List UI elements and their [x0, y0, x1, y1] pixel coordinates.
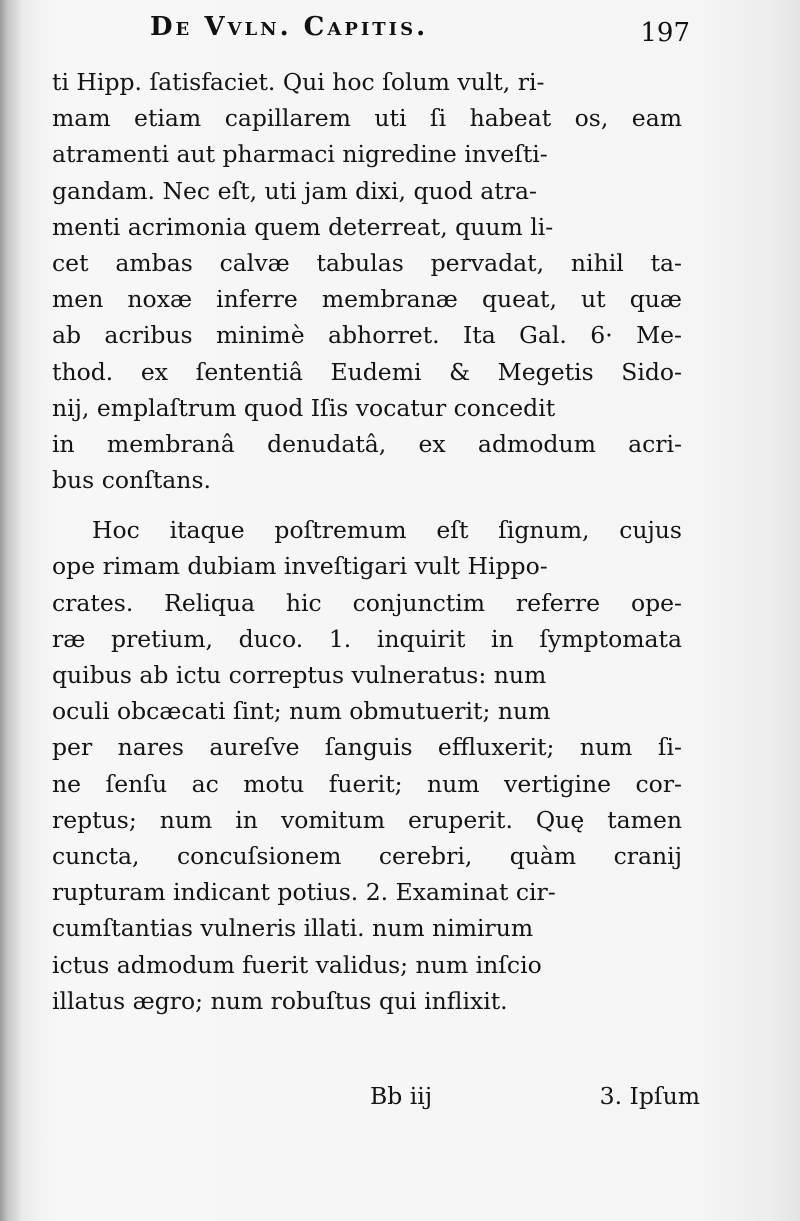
text-line: menti acrimonia quem deterreat, quum li- — [52, 212, 554, 241]
text-line: crates. Reliqua hic conjunctim referre ope- — [52, 588, 682, 617]
paragraph-2 — [52, 512, 682, 1019]
page-header — [150, 12, 690, 52]
running-head: De Vvln. Capitis. — [150, 12, 429, 42]
text-line: illatus ægro; num robuſtus qui inflixit. — [52, 986, 508, 1015]
text-line: ictus admodum fuerit validus; num inſcio — [52, 950, 542, 979]
text-line: ope rimam dubiam inveſtigari vult Hippo- — [52, 552, 548, 581]
signature-mark: Bb iij — [370, 1082, 433, 1110]
text-line: cumſtantias vulneris illati. num nimirum — [52, 914, 534, 943]
page-footer — [370, 1082, 700, 1122]
text-line: ti Hipp. ſatisfaciet. Qui hoc ſolum vult, ri- — [52, 68, 545, 96]
gutter-shadow — [0, 0, 22, 1221]
page-number: 197 — [640, 18, 690, 48]
text-line: cuncta, concuſsionem cerebri, quàm cranij — [52, 841, 682, 870]
text-line: bus conſtans. — [52, 466, 211, 495]
text-line: thod. ex ſententiâ Eudemi & Megetis Sido- — [52, 357, 682, 386]
text-line: per nares aureſve ſanguis effluxerit; num ſi- — [52, 733, 682, 762]
body-text — [52, 64, 682, 1019]
text-line: men noxæ inferre membranæ queat, ut quæ — [52, 285, 682, 314]
catchword: 3. Ipſum — [599, 1082, 700, 1110]
text-line: ræ pretium, duco. 1. inquirit in ſymptomata — [52, 624, 682, 653]
text-line: mam etiam capillarem uti ſi habeat os, eam — [52, 104, 682, 133]
text-line: reptus; num in vomitum eruperit. Quę tamen — [52, 805, 682, 834]
text-line: Hoc itaque poſtremum eſt ſignum, cujus — [92, 516, 682, 545]
text-line: gandam. Nec eſt, uti jam dixi, quod atra- — [52, 176, 537, 205]
text-line: oculi obcæcati ſint; num obmutuerit; num — [52, 697, 551, 726]
text-line: nij, emplaſtrum quod Iſis vocatur concedit — [52, 393, 556, 422]
text-line: ne ſenſu ac motu fuerit; num vertigine cor- — [52, 769, 682, 798]
text-line: atramenti aut pharmaci nigredine inveſti- — [52, 140, 548, 169]
paragraph-gap — [52, 498, 682, 512]
text-line: cet ambas calvæ tabulas pervadat, nihil ta- — [52, 248, 682, 277]
paragraph-1 — [52, 64, 682, 498]
text-line: rupturam indicant potius. 2. Examinat cir- — [52, 878, 556, 907]
text-line: in membranâ denudatâ, ex admodum acri- — [52, 429, 682, 458]
text-line: ab acribus minimè abhorret. Ita Gal. 6· Me- — [52, 321, 682, 350]
text-line: quibus ab ictu correptus vulneratus: num — [52, 661, 547, 689]
